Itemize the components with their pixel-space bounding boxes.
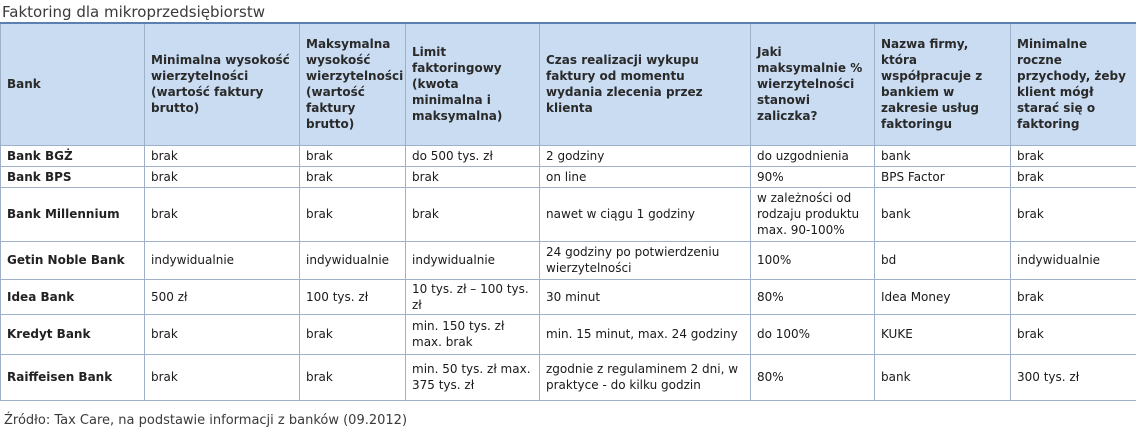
table-row [1, 187, 1136, 241]
table-cell: 2 godziny [540, 145, 751, 166]
table-cell: indywidualnie [406, 241, 540, 279]
table-cell: brak [1011, 314, 1136, 354]
table-cell: brak [1011, 166, 1136, 187]
bank-name-cell: Bank Millennium [1, 187, 145, 241]
table-cell: bank [875, 354, 1011, 400]
bank-name-cell: Getin Noble Bank [1, 241, 145, 279]
table-cell: indywidualnie [145, 241, 300, 279]
header-time: Czas realizacji wykupu faktury od momentu wydania zlecenia przez klienta [540, 23, 751, 145]
table-cell: KUKE [875, 314, 1011, 354]
table-cell: 100% [751, 241, 875, 279]
bank-name-cell: Kredyt Bank [1, 314, 145, 354]
table-cell: indywidualnie [1011, 241, 1136, 279]
table-cell: brak [300, 314, 406, 354]
table-cell: bank [875, 145, 1011, 166]
table-cell: BPS Factor [875, 166, 1011, 187]
table-cell: bd [875, 241, 1011, 279]
table-cell: zgodnie z regulaminem 2 dni, w praktyce - do kilku godzin [540, 354, 751, 400]
table-cell: 500 zł [145, 279, 300, 314]
table-cell: brak [406, 187, 540, 241]
table-row [1, 279, 1136, 314]
header-advance: Jaki maksymalnie % wierzytelności stanowi zaliczka? [751, 23, 875, 145]
table-cell: 80% [751, 279, 875, 314]
header-min-claim: Minimalna wysokość wierzytelności (wartość faktury brutto) [145, 23, 300, 145]
bank-name-cell: Bank BGŻ [1, 145, 145, 166]
bank-name-cell: Bank BPS [1, 166, 145, 187]
header-partner: Nazwa firmy, która współpracuje z bankiem w zakresie usług faktoringu [875, 23, 1011, 145]
header-min-revenue: Minimalne roczne przychody, żeby klient mógł starać się o faktoring [1011, 23, 1136, 145]
table-row [1, 314, 1136, 354]
table-cell: w zależności od rodzaju produktu max. 90-100% [751, 187, 875, 241]
factoring-table [0, 22, 1136, 401]
table-cell: min. 50 tys. zł max. 375 tys. zł [406, 354, 540, 400]
table-row [1, 241, 1136, 279]
table-cell: do 500 tys. zł [406, 145, 540, 166]
table-row [1, 166, 1136, 187]
table-header-row [1, 23, 1136, 145]
table-row [1, 145, 1136, 166]
header-max-claim: Maksymalna wysokość wierzytelności (wartość faktury brutto) [300, 23, 406, 145]
table-cell: min. 15 minut, max. 24 godziny [540, 314, 751, 354]
table-cell: on line [540, 166, 751, 187]
table-cell: 90% [751, 166, 875, 187]
table-cell: brak [145, 145, 300, 166]
table-cell: brak [406, 166, 540, 187]
table-cell: 10 tys. zł – 100 tys. zł [406, 279, 540, 314]
table-cell: do 100% [751, 314, 875, 354]
table-cell: min. 150 tys. zł max. brak [406, 314, 540, 354]
header-bank: Bank [1, 23, 145, 145]
table-cell: do uzgodnienia [751, 145, 875, 166]
bank-name-cell: Raiffeisen Bank [1, 354, 145, 400]
table-cell: brak [145, 314, 300, 354]
page-title: Faktoring dla mikroprzedsiębiorstw [2, 3, 265, 21]
table-cell: brak [145, 187, 300, 241]
table-cell: brak [300, 145, 406, 166]
table-cell: bank [875, 187, 1011, 241]
table-cell: brak [1011, 279, 1136, 314]
table-cell: brak [300, 187, 406, 241]
table-cell: brak [1011, 145, 1136, 166]
header-limit: Limit faktoringowy (kwota minimalna i maksymalna) [406, 23, 540, 145]
table-cell: brak [300, 354, 406, 400]
source-note: Źródło: Tax Care, na podstawie informacji z banków (09.2012) [4, 413, 408, 428]
table-cell: brak [145, 354, 300, 400]
table-cell: 300 tys. zł [1011, 354, 1136, 400]
table-cell: brak [1011, 187, 1136, 241]
table-cell: 100 tys. zł [300, 279, 406, 314]
table-cell: nawet w ciągu 1 godziny [540, 187, 751, 241]
table-cell: brak [300, 166, 406, 187]
table-cell: 24 godziny po potwierdzeniu wierzytelności [540, 241, 751, 279]
table-cell: 30 minut [540, 279, 751, 314]
table-cell: Idea Money [875, 279, 1011, 314]
table-cell: indywidualnie [300, 241, 406, 279]
table-row [1, 354, 1136, 400]
table-cell: 80% [751, 354, 875, 400]
bank-name-cell: Idea Bank [1, 279, 145, 314]
table-cell: brak [145, 166, 300, 187]
